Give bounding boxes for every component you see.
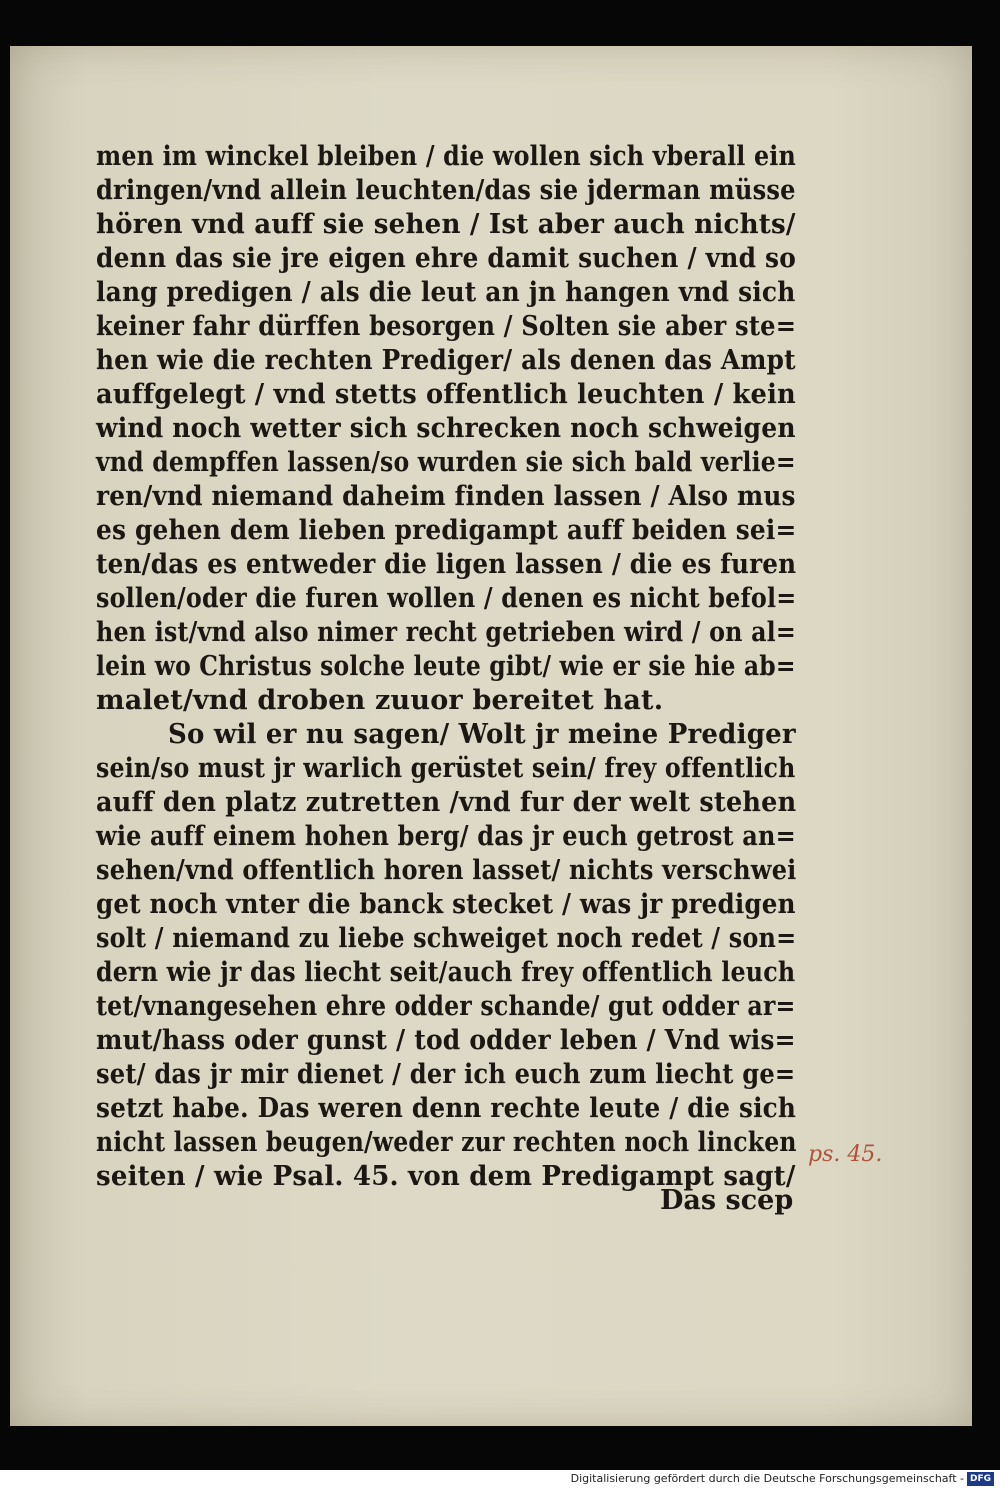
text-line: So wil er nu sagen/ Wolt jr meine Prediger xyxy=(168,719,796,750)
text-line: hen wie die rechten Prediger/ als denen das Ampt xyxy=(96,345,796,376)
text-line: lein wo Christus solche leute gibt/ wie er sie hie ab= xyxy=(96,651,796,682)
text-line: denn das sie jre eigen ehre damit suchen / vnd so xyxy=(96,243,797,274)
text-line: mut/hass oder gunst / tod odder leben / Vnd wis= xyxy=(96,1025,796,1056)
text-line: nicht lassen beugen/weder zur rechten noch lincken xyxy=(96,1127,797,1158)
text-line: dringen/vnd allein leuchten/das sie jderman müsse xyxy=(96,175,796,206)
credit-text: Digitalisierung gefördert durch die Deutsche Forschungsgemeinschaft - xyxy=(570,1472,964,1485)
text-line: dern wie jr das liecht seit/auch frey offentlich leuch xyxy=(96,957,796,988)
text-line: sehen/vnd offentlich horen lasset/ nichts verschwei xyxy=(96,855,797,886)
text-line: seiten / wie Psal. 45. von dem Predigampt sagt/ xyxy=(96,1161,796,1192)
body-text xyxy=(96,140,816,1230)
marginal-note: ps. 45. xyxy=(808,1142,883,1167)
text-line: solt / niemand zu liebe schweiget noch redet / son= xyxy=(96,923,797,954)
text-line: auff den platz zutretten /vnd fur der welt stehen xyxy=(96,787,797,818)
text-line: ten/das es entweder die ligen lassen / die es furen xyxy=(96,549,797,580)
text-line: wind noch wetter sich schrecken noch schweigen xyxy=(96,413,796,444)
text-line: lang predigen / als die leut an jn hangen vnd sich xyxy=(96,277,796,308)
text-line: sein/so must jr warlich gerüstet sein/ frey offentlich xyxy=(96,753,796,784)
text-line: vnd dempffen lassen/so wurden sie sich bald verlie= xyxy=(96,447,796,478)
text-line: get noch vnter die banck stecket / was jr predigen xyxy=(96,889,796,920)
text-line: setzt habe. Das weren denn rechte leute / die sich xyxy=(96,1093,797,1124)
text-line: set/ das jr mir dienet / der ich euch zum liecht ge= xyxy=(96,1059,796,1090)
text-line: men im winckel bleiben / die wollen sich vberall ein xyxy=(96,141,796,172)
dfg-logo: DFG xyxy=(967,1472,994,1486)
text-line: sollen/oder die furen wollen / denen es nicht befol= xyxy=(96,583,797,614)
text-line: es gehen dem lieben predigampt auff beiden sei= xyxy=(96,515,797,546)
catchword: Das scep xyxy=(660,1185,794,1216)
text-line: keiner fahr dürffen besorgen / Solten sie aber ste= xyxy=(96,311,797,342)
text-line: malet/vnd droben zuuor bereitet hat. xyxy=(96,685,664,716)
text-line: auffgelegt / vnd stetts offentlich leuchten / kein xyxy=(96,379,796,410)
text-line: ren/vnd niemand daheim finden lassen / Also mus xyxy=(96,481,796,512)
text-line: tet/vnangesehen ehre odder schande/ gut odder ar= xyxy=(96,991,796,1022)
digitization-credit xyxy=(571,1472,994,1486)
text-line: wie auff einem hohen berg/ das jr euch getrost an= xyxy=(96,821,796,852)
text-line: hen ist/vnd also nimer recht getrieben wird / on al= xyxy=(96,617,796,648)
text-line: hören vnd auff sie sehen / Ist aber auch nichts/ xyxy=(96,209,796,240)
